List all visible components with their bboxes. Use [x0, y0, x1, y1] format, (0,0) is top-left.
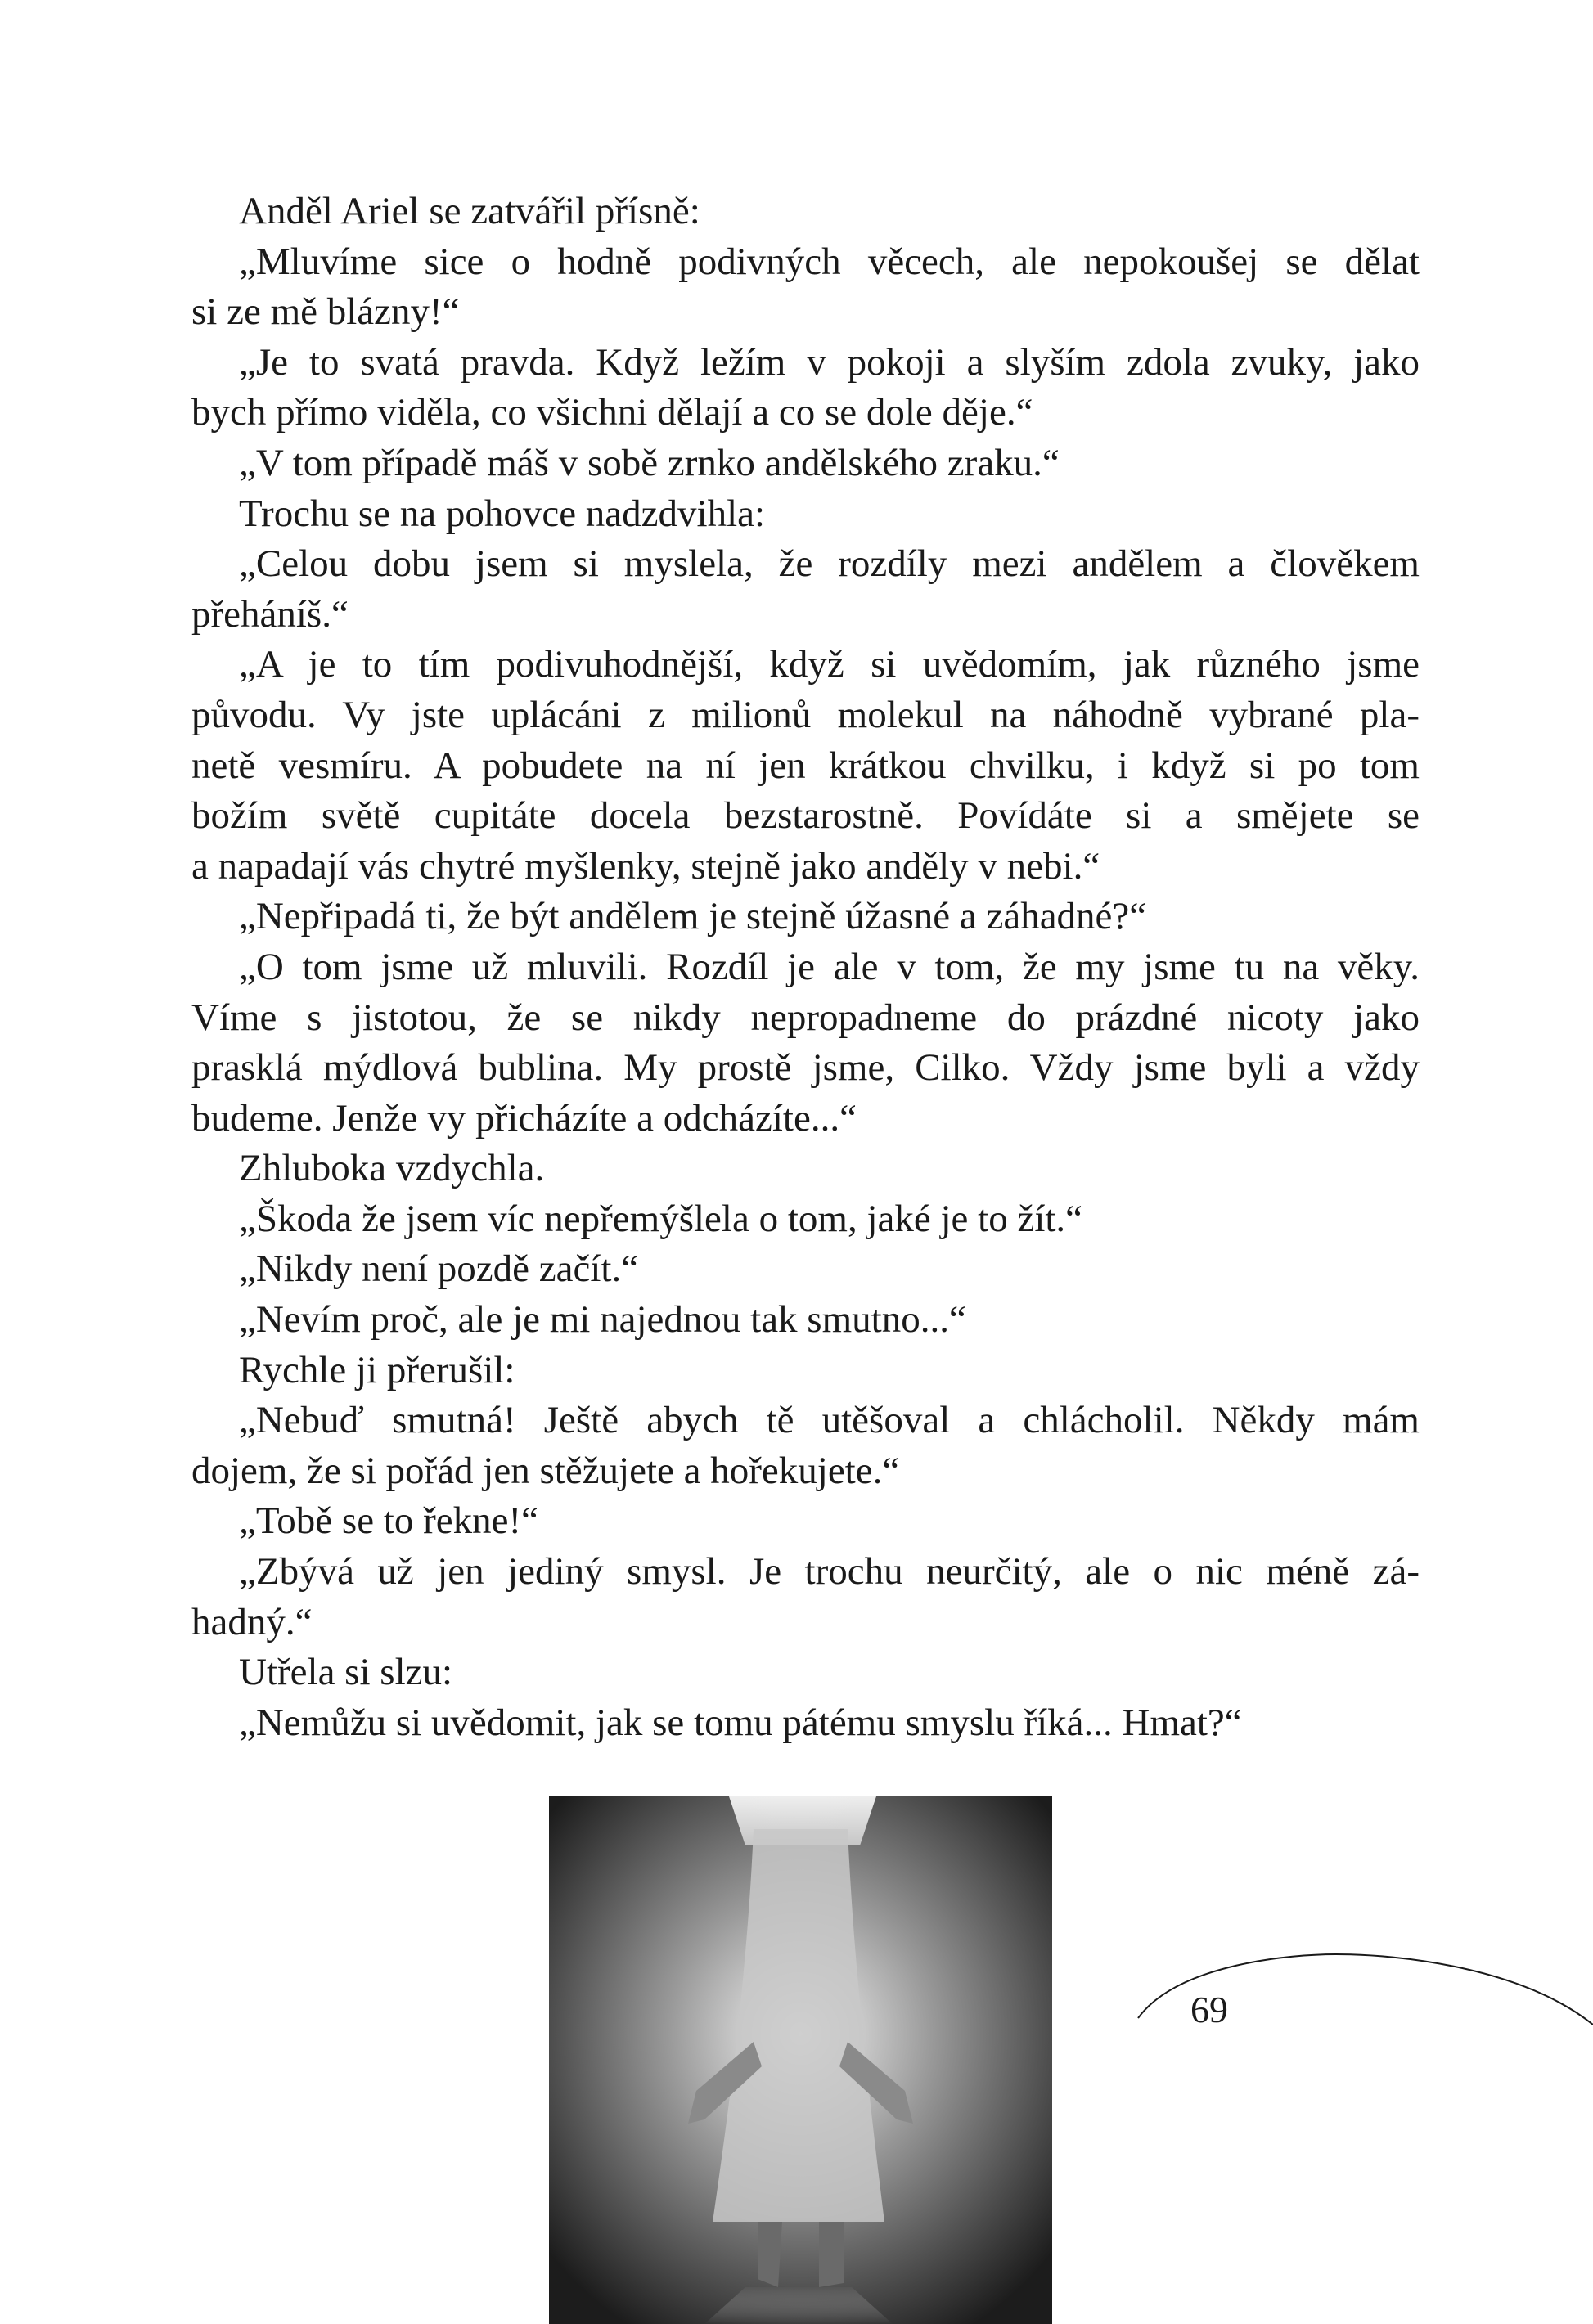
text-line: „Je to svatá pravda. Když ležím v pokoji a slyším zdola zvuky, jako — [239, 340, 1420, 384]
text-line: si ze mě blázny!“ — [191, 290, 460, 334]
text-line: „O tom jsme už mluvili. Rozdíl je ale v tom, že my jsme tu na věky. — [239, 945, 1420, 988]
text-line: Trochu se na pohovce nadzdvihla: — [239, 492, 766, 535]
text-line: „Celou dobu jsem si myslela, že rozdíly mezi andělem a člověkem — [239, 542, 1420, 586]
text-line: „Škoda že jsem víc nepřemýšlela o tom, jaké je to žít.“ — [239, 1197, 1083, 1240]
text-line: „Nikdy není pozdě začít.“ — [239, 1247, 639, 1291]
text-line: „Nebuď smutná! Ještě abych tě utěšoval a chlácholil. Někdy mám — [239, 1399, 1420, 1442]
text-line: božím světě cupitáte docela bezstarostně. Povídáte si a smějete se — [191, 794, 1420, 838]
text-line: „Nevím proč, ale je mi najednou tak smutno...“ — [239, 1298, 966, 1342]
angel-illustration — [549, 1796, 1052, 2324]
text-line: prasklá mýdlová bublina. My prostě jsme, Cilko. Vždy jsme byli a vždy — [191, 1046, 1420, 1090]
text-line: „Nepřipadá ti, že být andělem je stejně úžasné a záhadné?“ — [239, 895, 1147, 938]
text-line: „A je to tím podivuhodnější, když si uvědomím, jak různého jsme — [239, 643, 1420, 686]
text-line: „Mluvíme sice o hodně podivných věcech, ale nepokoušej se dělat — [239, 240, 1420, 283]
text-line: Zhluboka vzdychla. — [239, 1147, 545, 1190]
text-line: bych přímo viděla, co všichni dělají a co se dole děje.“ — [191, 391, 1033, 434]
text-line: netě vesmíru. A pobudete na ní jen krátkou chvilku, i když si po tom — [191, 744, 1420, 787]
text-line: Utřela si slzu: — [239, 1651, 453, 1694]
text-line: „Tobě se to řekne!“ — [239, 1499, 538, 1543]
body-text — [191, 187, 1420, 1748]
text-line: „V tom případě máš v sobě zrnko andělského zraku.“ — [239, 441, 1060, 484]
text-line: „Nemůžu si uvědomit, jak se tomu pátému smyslu říká... Hmat?“ — [239, 1701, 1242, 1744]
text-line: „Zbývá už jen jediný smysl. Je trochu neurčitý, ale o nic méně zá- — [239, 1550, 1420, 1594]
text-line: Víme s jistotou, že se nikdy nepropadneme do prázdné nicoty jako — [191, 996, 1420, 1039]
text-line: Anděl Ariel se zatvářil přísně: — [239, 190, 700, 232]
text-line: hadný.“ — [191, 1600, 313, 1643]
text-line: Rychle ji přerušil: — [239, 1348, 515, 1391]
text-line: původu. Vy jste uplácáni z milionů molekul na náhodně vybrané pla- — [191, 693, 1420, 736]
text-line: přeháníš.“ — [191, 592, 349, 636]
text-line: dojem, že si pořád jen stěžujete a hořekujete.“ — [191, 1449, 900, 1492]
text-line: budeme. Jenže vy přicházíte a odcházíte...“ — [191, 1096, 857, 1140]
page-number: 69 — [1190, 1989, 1228, 2030]
text-line: a napadají vás chytré myšlenky, stejně jako anděly v nebi.“ — [191, 844, 1100, 888]
